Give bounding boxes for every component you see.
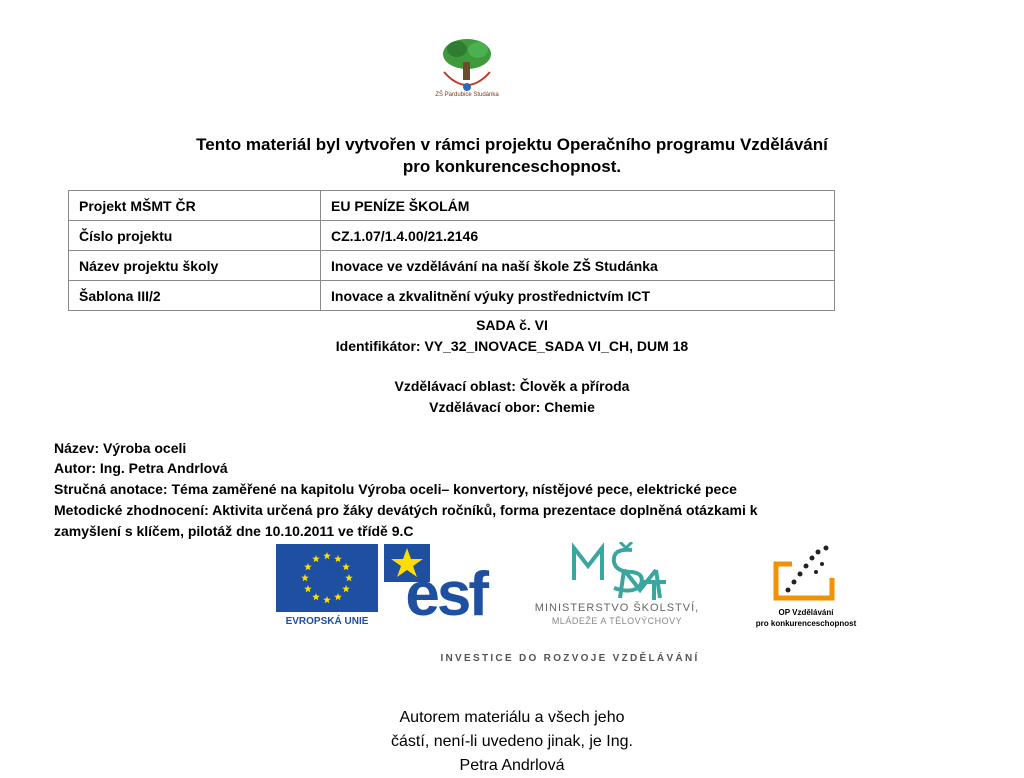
intro-text — [60, 134, 964, 178]
eu-flag-logo — [276, 544, 378, 630]
table-row — [69, 191, 835, 221]
table-cell-value: CZ.1.07/1.4.00/21.2146 — [321, 221, 835, 251]
eu-star-icon — [323, 596, 331, 603]
eu-star-icon — [304, 563, 312, 570]
table-cell-value: EU PENÍZE ŠKOLÁM — [321, 191, 835, 221]
msmt-label-line-1: MINISTERSTVO ŠKOLSTVÍ, — [534, 602, 700, 614]
table-cell-label: Číslo projektu — [69, 221, 321, 251]
eu-label: EVROPSKÁ UNIE — [285, 616, 369, 627]
table-cell-label: Projekt MŠMT ČR — [69, 191, 321, 221]
set-identifier: Identifikátor: VY_32_INOVACE_SADA VI_CH, DUM 18 — [335, 338, 689, 354]
intro-line-1: Tento materiál byl vytvořen v rámci projektu Operačního programu Vzdělávání — [196, 135, 828, 154]
op-logo-icon — [772, 544, 838, 604]
msmt-logo — [524, 540, 710, 632]
esf-logo — [384, 544, 486, 630]
table-cell-label: Název projektu školy — [69, 251, 321, 281]
education-field: Vzdělávací obor: Chemie — [429, 399, 595, 415]
eu-star-icon — [342, 585, 350, 592]
esf-text: esf — [405, 560, 486, 629]
author-note-line-1: Autorem materiálu a všech jeho — [399, 709, 625, 726]
eu-star-icon — [312, 593, 320, 600]
eu-star-icon — [304, 585, 312, 592]
table-cell-value: Inovace ve vzdělávání na naší škole ZŠ Studánka — [321, 251, 835, 281]
eu-star-icon — [334, 593, 342, 600]
msmt-monogram-icon — [570, 542, 666, 600]
investment-tagline: INVESTICE DO ROZVOJE VZDĚLÁVÁNÍ — [440, 653, 700, 664]
table-cell-label: Šablona III/2 — [69, 281, 321, 311]
table-row — [69, 281, 835, 311]
op-label-line-1: OP Vzdělávání — [778, 608, 834, 617]
education-area: Vzdělávací oblast: Člověk a příroda — [394, 378, 630, 394]
eu-flag — [276, 544, 378, 612]
table-row — [69, 251, 835, 281]
author-note — [352, 706, 672, 778]
school-logo — [430, 32, 504, 102]
eu-star-icon — [345, 574, 353, 581]
author-note-line-2: částí, není-li uvedeno jinak, je Ing. — [391, 733, 633, 750]
methodical-evaluation-line-2: zamyšlení s klíčem, pilotáž dne 10.10.2011 ve třídě 9.C — [54, 523, 414, 539]
op-education-logo — [746, 540, 866, 632]
eu-stars-icon — [276, 544, 378, 612]
eu-star-icon — [342, 563, 350, 570]
set-title: SADA č. VI — [476, 317, 548, 333]
msmt-label-line-2: MLÁDEŽE A TĚLOVÝCHOVY — [551, 616, 683, 626]
intro-line-2: pro konkurenceschopnost. — [402, 157, 622, 176]
eu-star-icon — [312, 555, 320, 562]
eu-star-icon — [323, 552, 331, 559]
material-name: Název: Výroba oceli — [54, 440, 187, 456]
table-row — [69, 221, 835, 251]
project-info-table — [68, 190, 835, 311]
methodical-evaluation-line-1: Metodické zhodnocení: Aktivita určená pro žáky devátých ročníků, forma prezentace doplněná otázkami k — [54, 502, 758, 518]
author-note-line-3: Petra Andrlová — [459, 757, 565, 774]
material-annotation: Stručná anotace: Téma zaměřené na kapitolu Výroba oceli– konvertory, nístějové pece, elektrické pece — [54, 481, 737, 497]
material-author: Autor: Ing. Petra Andrlová — [54, 460, 228, 476]
table-cell-value: Inovace a zkvalitnění výuky prostřednictvím ICT — [321, 281, 835, 311]
eu-star-icon — [334, 555, 342, 562]
eu-star-icon — [301, 574, 309, 581]
school-logo-text: ZŠ Pardubice Studánka — [435, 92, 499, 98]
op-label-line-2: pro konkurenceschopnost — [755, 619, 857, 628]
